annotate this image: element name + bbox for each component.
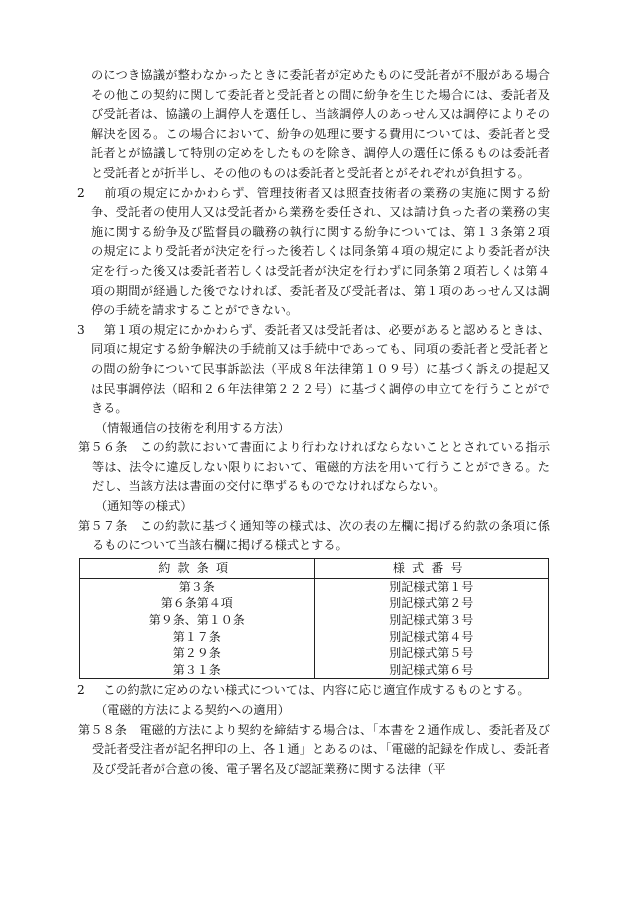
article-58-body <box>0 721 630 780</box>
article-58-heading: （電磁的方法による契約への適用） <box>95 703 290 717</box>
table-cell-form: 別記様式第６号 <box>314 662 549 679</box>
table-row <box>80 595 549 612</box>
item-number: 3 <box>77 322 85 337</box>
table-cell-form: 別記様式第３号 <box>314 612 549 629</box>
article-text: この約款において書面により行わなければならないこととされている指示等は、法令に違反しない限りにおいて、電磁的方法を用いて行うことができる。ただし、当該方法は書面の交付に準ずるものでなければならない。 <box>92 440 551 494</box>
item-text: この約款に定めのない様式については、内容に応じ適宜作成するものとする。 <box>103 683 530 698</box>
table-cell-form: 別記様式第２号 <box>314 595 549 612</box>
table-cell-clause: 第９条、第１０条 <box>80 612 315 629</box>
table-row <box>80 612 549 629</box>
article-text: 電磁的方法により契約を締結する場合は、「本書を２通作成し、委託者及び受託者受注者が記名押印の上、各１通」とあるのは、「電磁的記録を作成し、委託者及び受託者が合意の後、電子署名及び認証業務に関する法律（平 <box>92 722 551 776</box>
article-55-item-2 <box>0 184 630 321</box>
article-number: 第５７条 <box>78 518 128 533</box>
table-cell-clause: 第６条第４項 <box>80 595 315 612</box>
table-row <box>80 662 549 679</box>
article-number: 第５６条 <box>78 440 128 455</box>
article-56-body <box>0 438 630 497</box>
column-header-form-number: 様式番号 <box>314 558 549 578</box>
article-57-item-2 <box>0 681 630 701</box>
table-cell-clause: 第３１条 <box>80 662 315 679</box>
forms-table <box>79 558 549 680</box>
article-number: 第５８条 <box>78 722 128 737</box>
article-57-body <box>0 517 630 556</box>
item-number: 2 <box>77 185 85 200</box>
item-text: 第１項の規定にかかわらず、委託者又は受託者は、必要があると認めるときは、同項に規定する紛争解決の手続前又は手続中であっても、同項の委託者と受託者との間の紛争について民事訴訟法（平成８年法律第１０９号）に基づく訴えの提起又は民事調停法（昭和２６年法律第２２２号）に基づく調停の申立てを行うことができる。 <box>91 322 551 416</box>
table-row <box>80 645 549 662</box>
table-cell-clause: 第２９条 <box>80 645 315 662</box>
article-55-continuation: のにつき協議が整わなかったときに委託者が定めたものに受託者が不服がある場合その他この契約に関して委託者と受託者との間に紛争を生じた場合には、委託者及び受託者は、協議の上調停人を選任し、当該調停人のあっせん又は調停によりその解決を図る。この場合において、紛争の処理に要する費用については、委託者と受託者とが協議して特別の定めをしたものを除き、調停人の選任に係るものは委託者と受託者とが折半し、その他のものは委託者と受託者とがそれぞれが負担する。 <box>91 68 550 180</box>
article-56-heading: （情報通信の技術を利用する方法） <box>95 420 290 435</box>
table-cell-form: 別記様式第５号 <box>314 645 549 662</box>
table-cell-form: 別記様式第１号 <box>314 578 549 595</box>
table-row <box>80 578 549 595</box>
article-text: この約款に基づく通知等の様式は、次の表の左欄に掲げる約款の条項に係るものについて当該右欄に掲げる様式とする。 <box>92 518 551 553</box>
table-cell-clause: 第１７条 <box>80 629 315 646</box>
article-55-item-3 <box>0 321 630 419</box>
table-row <box>80 629 549 646</box>
table-cell-clause: 第３条 <box>80 578 315 595</box>
table-cell-form: 別記様式第４号 <box>314 629 549 646</box>
table-header-row <box>80 558 549 578</box>
document-page <box>0 66 630 779</box>
item-text: 前項の規定にかかわらず、管理技術者又は照査技術者の業務の実施に関する紛争、受託者の使用人又は受託者から業務を委任され、又は請け負った者の業務の実施に関する紛争及び監督員の職務の執行に関する紛争については、第１３条第２項の規定により受託者が決定を行った後若しくは同条第４項の規定により委託者が決定を行った後又は委託者若しくは受託者が決定を行わずに同条第２項若しくは第４項の期間が経過した後でなければ、委託者及び受託者は、第１項のあっせん又は調停の手続を請求することができない。 <box>91 185 551 318</box>
item-number: 2 <box>77 683 85 698</box>
article-57-heading: （通知等の様式） <box>95 499 193 514</box>
column-header-clause: 約款条項 <box>80 558 315 578</box>
